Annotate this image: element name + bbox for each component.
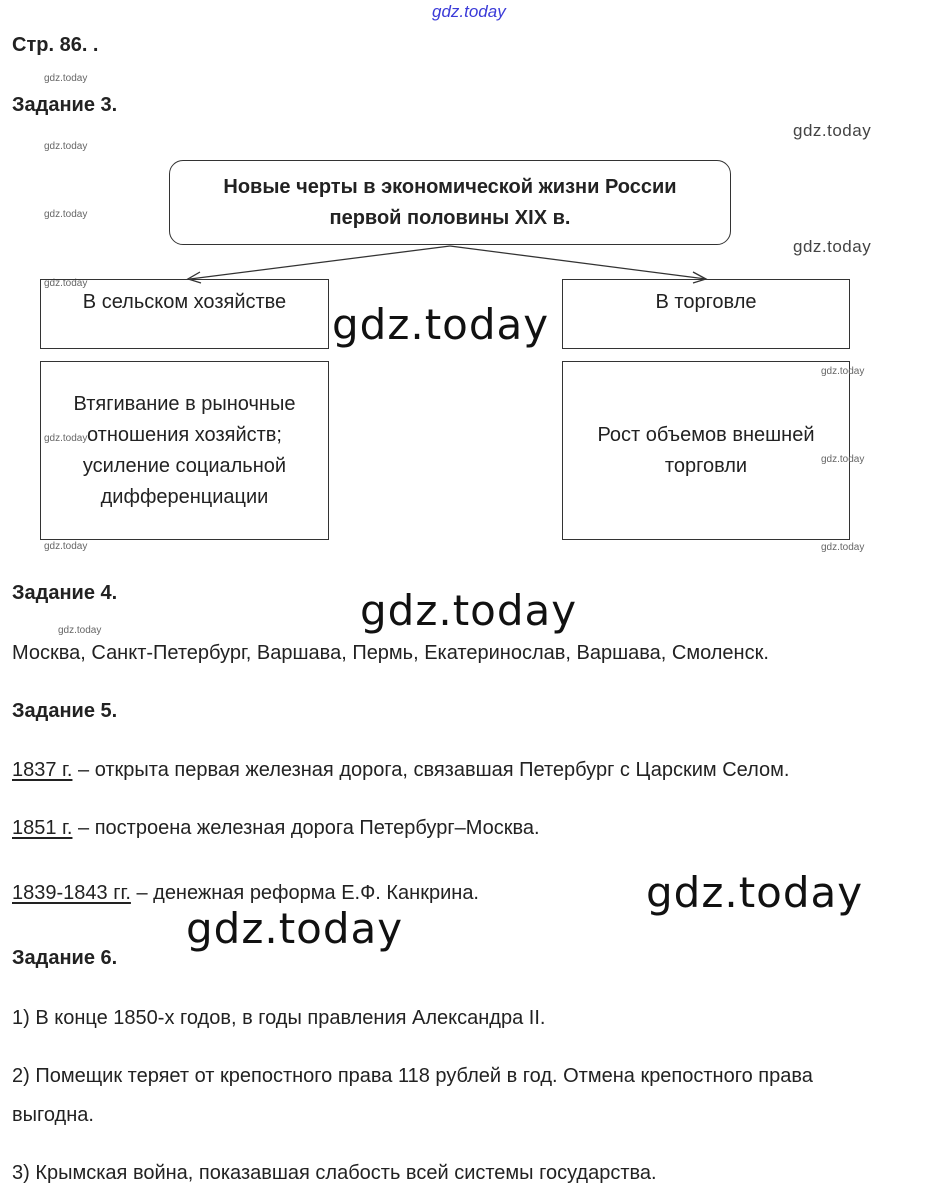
left-label: В сельском хозяйстве (82, 291, 287, 313)
diagram-title-line2: первой половины XIX в. (329, 206, 571, 229)
task5-date: 1837 г. (12, 759, 73, 781)
right-label: В торговле (655, 291, 757, 313)
left-content-box (40, 361, 329, 540)
task5-date: 1851 г. (12, 817, 73, 839)
watermark-small: gdz.today (44, 541, 88, 552)
task5-heading: Задание 5. (12, 700, 118, 722)
task6-answer: 2) Помещик теряет от крепостного права 118 рублей в год. Отмена крепостного права (12, 1065, 813, 1087)
watermark-small: gdz.today (821, 454, 865, 465)
watermark-top: gdz.today (432, 2, 506, 21)
task6-heading: Задание 6. (12, 947, 118, 969)
watermark-large: gdz.today (186, 904, 404, 953)
right-content-box (562, 361, 850, 540)
task6-answer: 3) Крымская война, показавшая слабость всей системы государства. (12, 1162, 657, 1184)
watermark-small: gdz.today (44, 278, 88, 289)
right-content: Рост объемов внешней торговли (597, 423, 815, 477)
watermark-small: gdz.today (44, 433, 88, 444)
watermark-small: gdz.today (44, 209, 88, 220)
left-label-box (40, 279, 329, 349)
watermark-large: gdz.today (646, 868, 864, 917)
task4-text: Москва, Санкт-Петербург, Варшава, Пермь, Екатеринослав, Варшава, Смоленск. (12, 642, 769, 664)
task5-item (12, 882, 479, 905)
task5-text: – денежная реформа Е.Ф. Канкрина. (130, 882, 479, 904)
task5-text: – открыта первая железная дорога, связавшая Петербург с Царским Селом. (72, 759, 790, 781)
watermark-small: gdz.today (58, 625, 102, 636)
watermark-medium: gdz.today (793, 237, 872, 256)
watermark-small: gdz.today (821, 542, 865, 553)
task5-item (12, 759, 789, 782)
task5-item (12, 817, 540, 840)
watermark-small: gdz.today (44, 141, 88, 152)
watermark-large: gdz.today (360, 586, 578, 635)
task5-date: 1839-1843 гг. (12, 882, 131, 904)
task6-answer: выгодна. (12, 1104, 94, 1126)
watermark-large: gdz.today (332, 300, 550, 349)
diagram-title-line1: Новые черты в экономической жизни России (223, 175, 677, 198)
left-content: Втягивание в рыночные отношения хозяйств; усиление социальной дифференциации (73, 392, 296, 508)
watermark-medium: gdz.today (793, 121, 872, 140)
page-heading: Стр. 86. . (12, 34, 99, 56)
watermark-small: gdz.today (821, 366, 865, 377)
task4-heading: Задание 4. (12, 582, 118, 604)
task5-text: – построена железная дорога Петербург–Москва. (72, 817, 540, 839)
watermark-small: gdz.today (44, 73, 88, 84)
right-label-box (562, 279, 850, 349)
task6-answer: 1) В конце 1850-х годов, в годы правления Александра II. (12, 1007, 546, 1029)
task3-heading: Задание 3. (12, 94, 118, 116)
